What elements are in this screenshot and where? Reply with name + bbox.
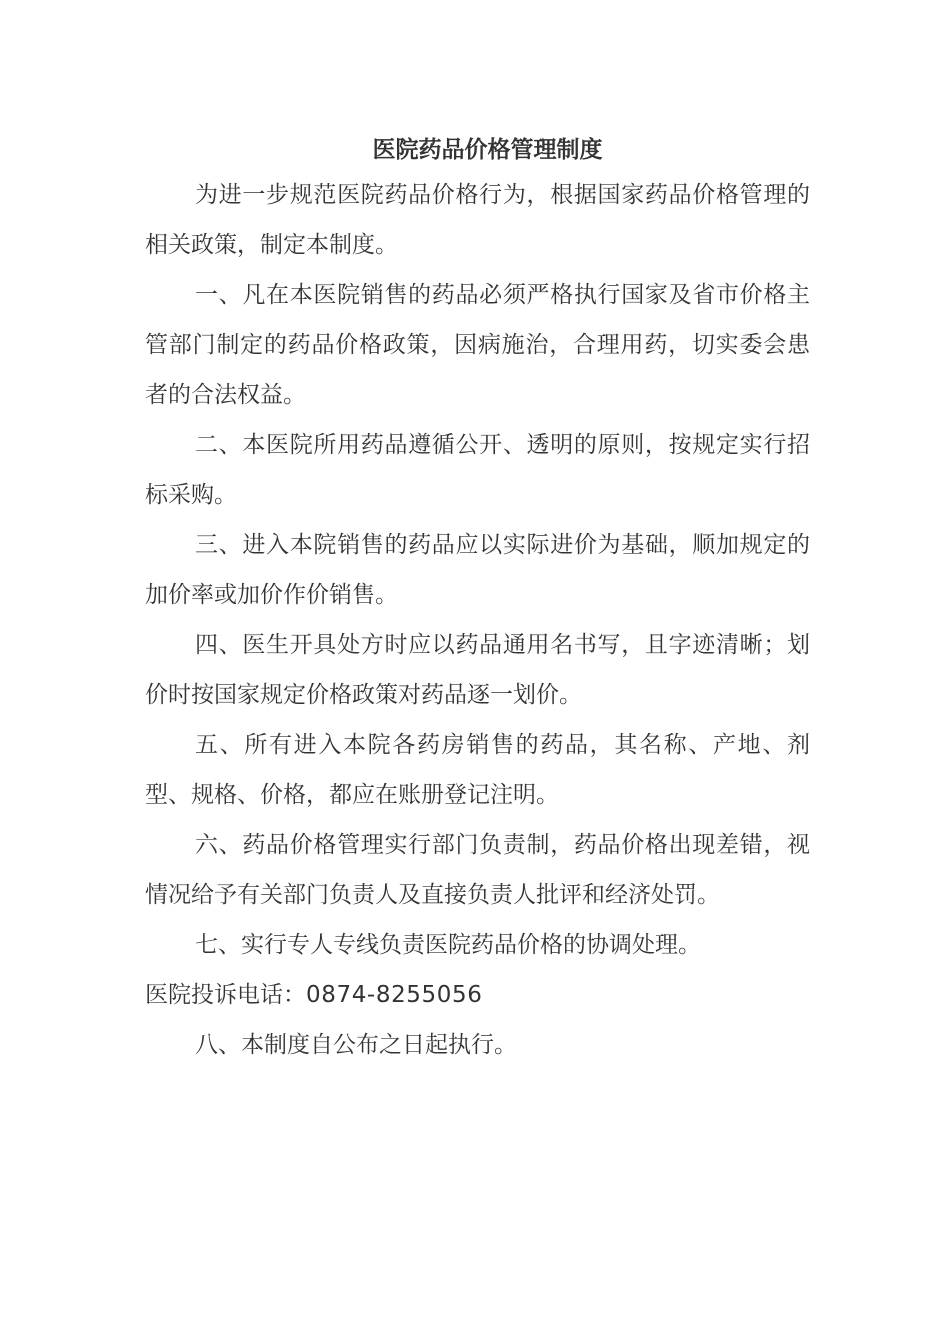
document-body <box>145 130 810 1070</box>
rule-item-5: 五、所有进入本院各药房销售的药品，其名称、产地、剂型、规格、价格，都应在账册登记注明。 <box>145 732 810 808</box>
document-title: 医院药品价格管理制度 <box>372 136 603 163</box>
complaint-phone-number: 0874-8255056 <box>306 982 483 1008</box>
complaint-phone-line <box>145 970 810 1020</box>
rule-item-4: 四、医生开具处方时应以药品通用名书写，且字迹清晰；划价时按国家规定价格政策对药品逐一划价。 <box>145 632 810 708</box>
rule-item-3: 三、进入本院销售的药品应以实际进价为基础，顺加规定的加价率或加价作价销售。 <box>145 532 810 608</box>
rule-item-6: 六、药品价格管理实行部门负责制，药品价格出现差错，视情况给予有关部门负责人及直接负责人批评和经济处罚。 <box>145 832 810 908</box>
complaint-phone-label: 医院投诉电话： <box>145 982 306 1008</box>
rule-item-2: 二、本医院所用药品遵循公开、透明的原则，按规定实行招标采购。 <box>145 432 810 508</box>
rule-item-8: 八、本制度自公布之日起执行。 <box>195 1032 517 1058</box>
intro-paragraph: 为进一步规范医院药品价格行为，根据国家药品价格管理的相关政策，制定本制度。 <box>145 182 810 258</box>
rule-item-1: 一、凡在本医院销售的药品必须严格执行国家及省市价格主管部门制定的药品价格政策，因病施治，合理用药，切实委会患者的合法权益。 <box>145 282 810 408</box>
rule-item-7: 七、实行专人专线负责医院药品价格的协调处理。 <box>195 932 701 958</box>
